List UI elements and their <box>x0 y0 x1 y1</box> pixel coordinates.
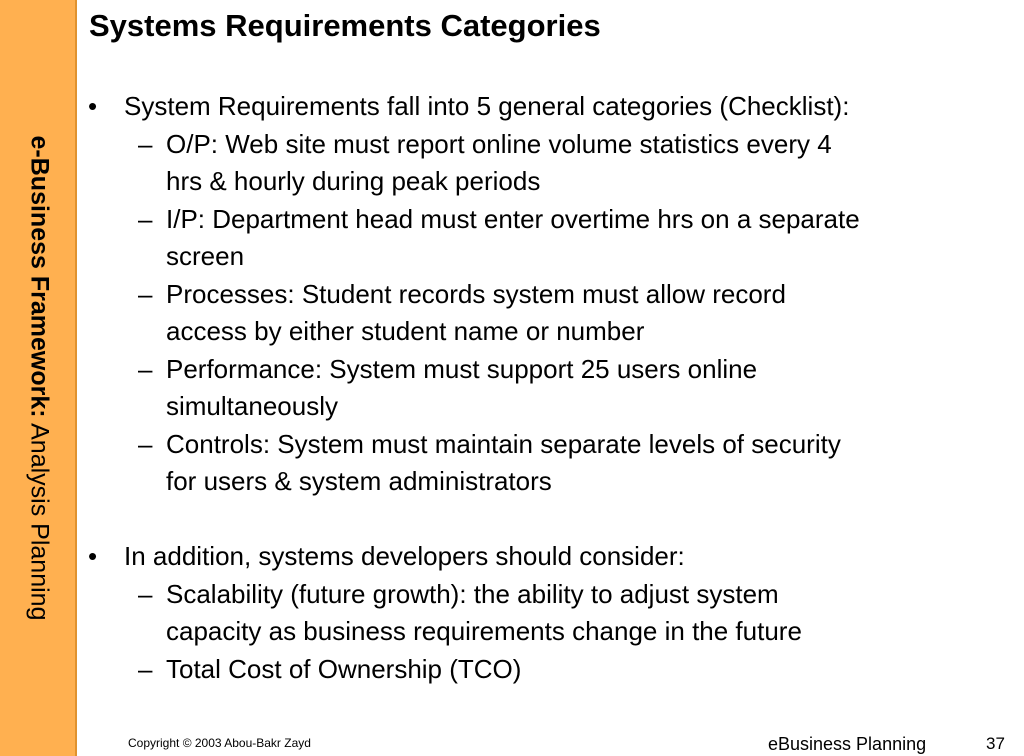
dash-mark: – <box>138 278 153 309</box>
dash-mark: – <box>138 653 153 684</box>
sub-item <box>88 576 1018 651</box>
sub-item-line: Performance: System must support 25 users online <box>166 353 758 384</box>
dash-mark: – <box>138 203 153 234</box>
sub-item-line: Total Cost of Ownership (TCO) <box>166 653 522 684</box>
bullet-mark: • <box>88 91 98 121</box>
sub-item <box>88 201 1018 276</box>
sub-item <box>88 126 1018 201</box>
footer-title: eBusiness Planning <box>768 734 927 754</box>
sub-item <box>88 426 1018 501</box>
sub-item-line: I/P: Department head must enter overtime hrs on a separate <box>166 203 860 234</box>
sub-item-line: Controls: System must maintain separate levels of security <box>166 428 841 459</box>
sub-item-line: for users & system administrators <box>166 466 552 496</box>
sub-item-line: access by either student name or number <box>166 316 645 346</box>
sub-item-line: hrs & hourly during peak periods <box>166 166 541 196</box>
dash-mark: – <box>138 128 153 159</box>
bullet-text: System Requirements fall into 5 general categories (Checklist): <box>124 91 850 121</box>
bullet-item <box>88 88 1018 126</box>
footer-copyright: Copyright © 2003 Abou-Bakr Zayd <box>128 736 311 750</box>
dash-mark: – <box>138 428 153 459</box>
slide-title: Systems Requirements Categories <box>89 8 601 43</box>
sub-item-line: Processes: Student records system must allow record <box>166 278 786 309</box>
sidebar <box>0 0 77 756</box>
dash-mark: – <box>138 353 153 384</box>
sub-item <box>88 276 1018 351</box>
sub-item <box>88 651 1018 689</box>
bullet-mark: • <box>88 541 98 571</box>
sidebar-title-bold: e-Business Framework: <box>25 135 54 418</box>
sub-item-line: Scalability (future growth): the ability to adjust system <box>166 578 779 609</box>
dash-mark: – <box>138 578 153 609</box>
sub-item-line: capacity as business requirements change in the future <box>166 616 802 646</box>
sub-item <box>88 351 1018 426</box>
page-number: 37 <box>986 734 1005 753</box>
spacer <box>88 501 1018 539</box>
slide-content <box>88 88 1018 688</box>
sidebar-title-regular: Analysis Planning <box>25 417 54 621</box>
bullet-text: In addition, systems developers should consider: <box>124 541 685 571</box>
sub-item-line: screen <box>166 241 245 271</box>
sub-item-line: simultaneously <box>166 391 338 421</box>
sidebar-title <box>25 48 54 708</box>
sub-item-line: O/P: Web site must report online volume statistics every 4 <box>166 128 832 159</box>
bullet-item <box>88 538 1018 576</box>
